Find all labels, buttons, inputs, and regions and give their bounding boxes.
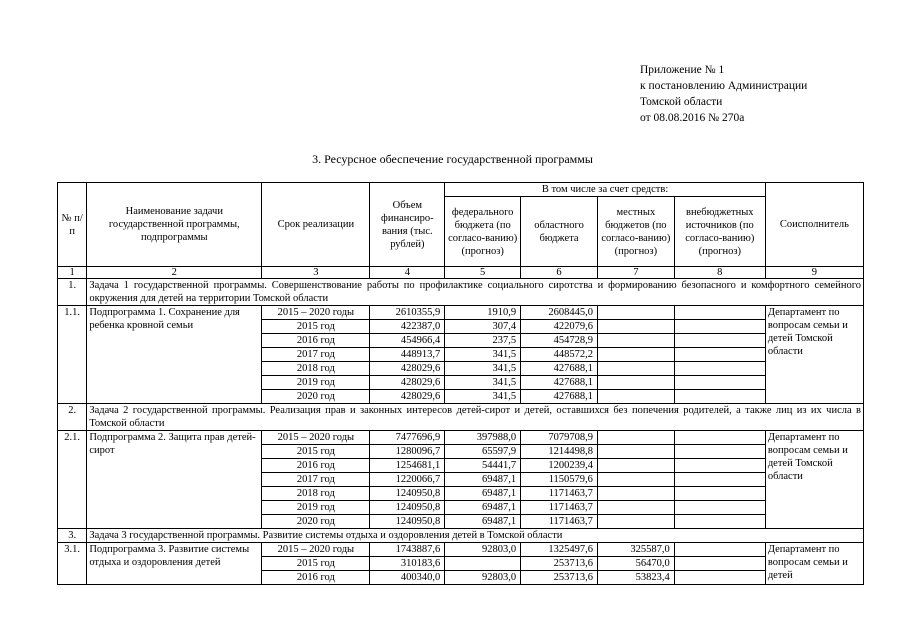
federal-cell: 92803,0 [445,543,521,557]
federal-cell: 92803,0 [445,571,521,585]
extra-cell [674,348,765,362]
extra-cell [674,445,765,459]
header-including: В том числе за счет средств: [445,183,766,197]
volume-cell: 448913,7 [370,348,445,362]
header-federal: федерального бюджета (по согласо-ванию) (прогноз) [445,197,521,267]
period-cell: 2016 год [262,459,370,473]
period-cell: 2015 – 2020 годы [262,543,370,557]
extra-cell [674,334,765,348]
federal-cell: 54441,7 [445,459,521,473]
column-number: 5 [445,267,521,279]
federal-cell [445,557,521,571]
coexecutor-cell: Департамент по вопросам семьи и детей Томской области [765,431,863,529]
regional-cell: 253713,6 [521,557,598,571]
appendix-note [640,62,807,126]
local-cell: 53823,4 [597,571,674,585]
federal-cell: 237,5 [445,334,521,348]
task-text: Задача 3 государственной программы. Развитие системы отдыха и оздоровления детей в Томской области [87,529,864,543]
table-body [58,279,864,585]
volume-cell: 428029,6 [370,376,445,390]
extra-cell [674,515,765,529]
local-cell [597,334,674,348]
regional-cell: 7079708,9 [521,431,598,445]
regional-cell: 422079,6 [521,320,598,334]
header-coexecutor: Соисполнитель [765,183,863,267]
regional-cell: 1214498,8 [521,445,598,459]
federal-cell: 397988,0 [445,431,521,445]
local-cell [597,376,674,390]
period-cell: 2019 год [262,376,370,390]
regional-cell: 253713,6 [521,571,598,585]
local-cell [597,501,674,515]
volume-cell: 2610355,9 [370,306,445,320]
task-row [58,404,864,431]
column-number: 1 [58,267,87,279]
volume-cell: 428029,6 [370,362,445,376]
regional-cell: 454728,9 [521,334,598,348]
subprogram-name: Подпрограмма 2. Защита прав детей-сирот [87,431,262,529]
local-cell [597,487,674,501]
regional-cell: 1171463,7 [521,515,598,529]
subprogram-number: 1.1. [58,306,87,404]
task-number: 2. [58,404,87,431]
local-cell [597,515,674,529]
header-num: № п/п [58,183,87,267]
coexecutor-cell: Департамент по вопросам семьи и детей [765,543,863,585]
federal-cell: 307,4 [445,320,521,334]
extra-cell [674,557,765,571]
extra-cell [674,459,765,473]
header-name: Наименование задачи государственной программы, подпрограммы [87,183,262,267]
extra-cell [674,543,765,557]
regional-cell: 1171463,7 [521,487,598,501]
period-cell: 2018 год [262,362,370,376]
volume-cell: 1280096,7 [370,445,445,459]
regional-cell: 427688,1 [521,390,598,404]
volume-cell: 1240950,8 [370,501,445,515]
coexecutor-cell: Департамент по вопросам семьи и детей Томской области [765,306,863,404]
federal-cell: 341,5 [445,362,521,376]
subprogram-number: 3.1. [58,543,87,585]
extra-cell [674,431,765,445]
appendix-line: к постановлению Администрации [640,80,808,92]
regional-cell: 1171463,7 [521,501,598,515]
subprogram-name: Подпрограмма 1. Сохранение для ребенка кровной семьи [87,306,262,404]
volume-cell: 428029,6 [370,390,445,404]
volume-cell: 1743887,6 [370,543,445,557]
subprogram-number: 2.1. [58,431,87,529]
extra-cell [674,390,765,404]
column-number: 9 [765,267,863,279]
federal-cell: 65597,9 [445,445,521,459]
federal-cell: 69487,1 [445,487,521,501]
local-cell [597,390,674,404]
period-cell: 2016 год [262,334,370,348]
volume-cell: 400340,0 [370,571,445,585]
extra-cell [674,501,765,515]
local-cell [597,431,674,445]
task-text: Задача 1 государственной программы. Совершенствование работы по профилактике социального сиротства и формированию безопасного и комфортного семейного окружения для детей на территории Томской области [87,279,864,306]
period-cell: 2020 год [262,390,370,404]
appendix-line: Томской области [640,96,723,108]
column-number: 2 [87,267,262,279]
appendix-line: от 08.08.2016 № 270а [640,112,745,124]
federal-cell: 341,5 [445,376,521,390]
extra-cell [674,571,765,585]
column-number: 4 [370,267,445,279]
federal-cell: 341,5 [445,390,521,404]
period-cell: 2015 – 2020 годы [262,306,370,320]
federal-cell: 69487,1 [445,473,521,487]
local-cell: 325587,0 [597,543,674,557]
volume-cell: 1254681,1 [370,459,445,473]
volume-cell: 1240950,8 [370,487,445,501]
extra-cell [674,487,765,501]
local-cell: 56470,0 [597,557,674,571]
regional-cell: 427688,1 [521,362,598,376]
period-cell: 2016 год [262,571,370,585]
regional-cell: 2608445,0 [521,306,598,320]
volume-cell: 422387,0 [370,320,445,334]
local-cell [597,445,674,459]
federal-cell: 341,5 [445,348,521,362]
column-number: 8 [674,267,765,279]
local-cell [597,306,674,320]
local-cell [597,320,674,334]
column-number: 3 [262,267,370,279]
task-row [58,529,864,543]
regional-cell: 427688,1 [521,376,598,390]
column-number: 6 [521,267,598,279]
federal-cell: 1910,9 [445,306,521,320]
task-row [58,279,864,306]
resource-table [57,182,864,585]
period-cell: 2015 год [262,557,370,571]
task-number: 3. [58,529,87,543]
extra-cell [674,376,765,390]
appendix-line: Приложение № 1 [640,64,725,76]
task-text: Задача 2 государственной программы. Реализация прав и законных интересов детей-сирот и детей, оставшихся без попечения родителей, а также лиц из их числа в Томской области [87,404,864,431]
federal-cell: 69487,1 [445,501,521,515]
period-cell: 2015 – 2020 годы [262,431,370,445]
volume-cell: 1240950,8 [370,515,445,529]
period-cell: 2015 год [262,320,370,334]
subprogram-row [58,306,864,320]
federal-cell: 69487,1 [445,515,521,529]
local-cell [597,348,674,362]
header-regional: областного бюджета [521,197,598,267]
local-cell [597,459,674,473]
period-cell: 2019 год [262,501,370,515]
section-title: 3. Ресурсное обеспечение государственной программы [312,152,593,166]
extra-cell [674,306,765,320]
task-number: 1. [58,279,87,306]
extra-cell [674,320,765,334]
volume-cell: 454966,4 [370,334,445,348]
volume-cell: 1220066,7 [370,473,445,487]
volume-cell: 310183,6 [370,557,445,571]
regional-cell: 1200239,4 [521,459,598,473]
regional-cell: 448572,2 [521,348,598,362]
period-cell: 2017 год [262,473,370,487]
header-local: местных бюджетов (по согласо-ванию) (прогноз) [597,197,674,267]
header-volume: Объем финансиро-вания (тыс. рублей) [370,183,445,267]
extra-cell [674,473,765,487]
extra-cell [674,362,765,376]
local-cell [597,473,674,487]
regional-cell: 1150579,6 [521,473,598,487]
header-extra: внебюджетных источников (по согласо-ванию) (прогноз) [674,197,765,267]
period-cell: 2015 год [262,445,370,459]
regional-cell: 1325497,6 [521,543,598,557]
period-cell: 2020 год [262,515,370,529]
header-period: Срок реализации [262,183,370,267]
volume-cell: 7477696,9 [370,431,445,445]
subprogram-name: Подпрограмма 3. Развитие системы отдыха и оздоровления детей [87,543,262,585]
local-cell [597,362,674,376]
subprogram-row [58,543,864,557]
column-number: 7 [597,267,674,279]
period-cell: 2018 год [262,487,370,501]
subprogram-row [58,431,864,445]
period-cell: 2017 год [262,348,370,362]
